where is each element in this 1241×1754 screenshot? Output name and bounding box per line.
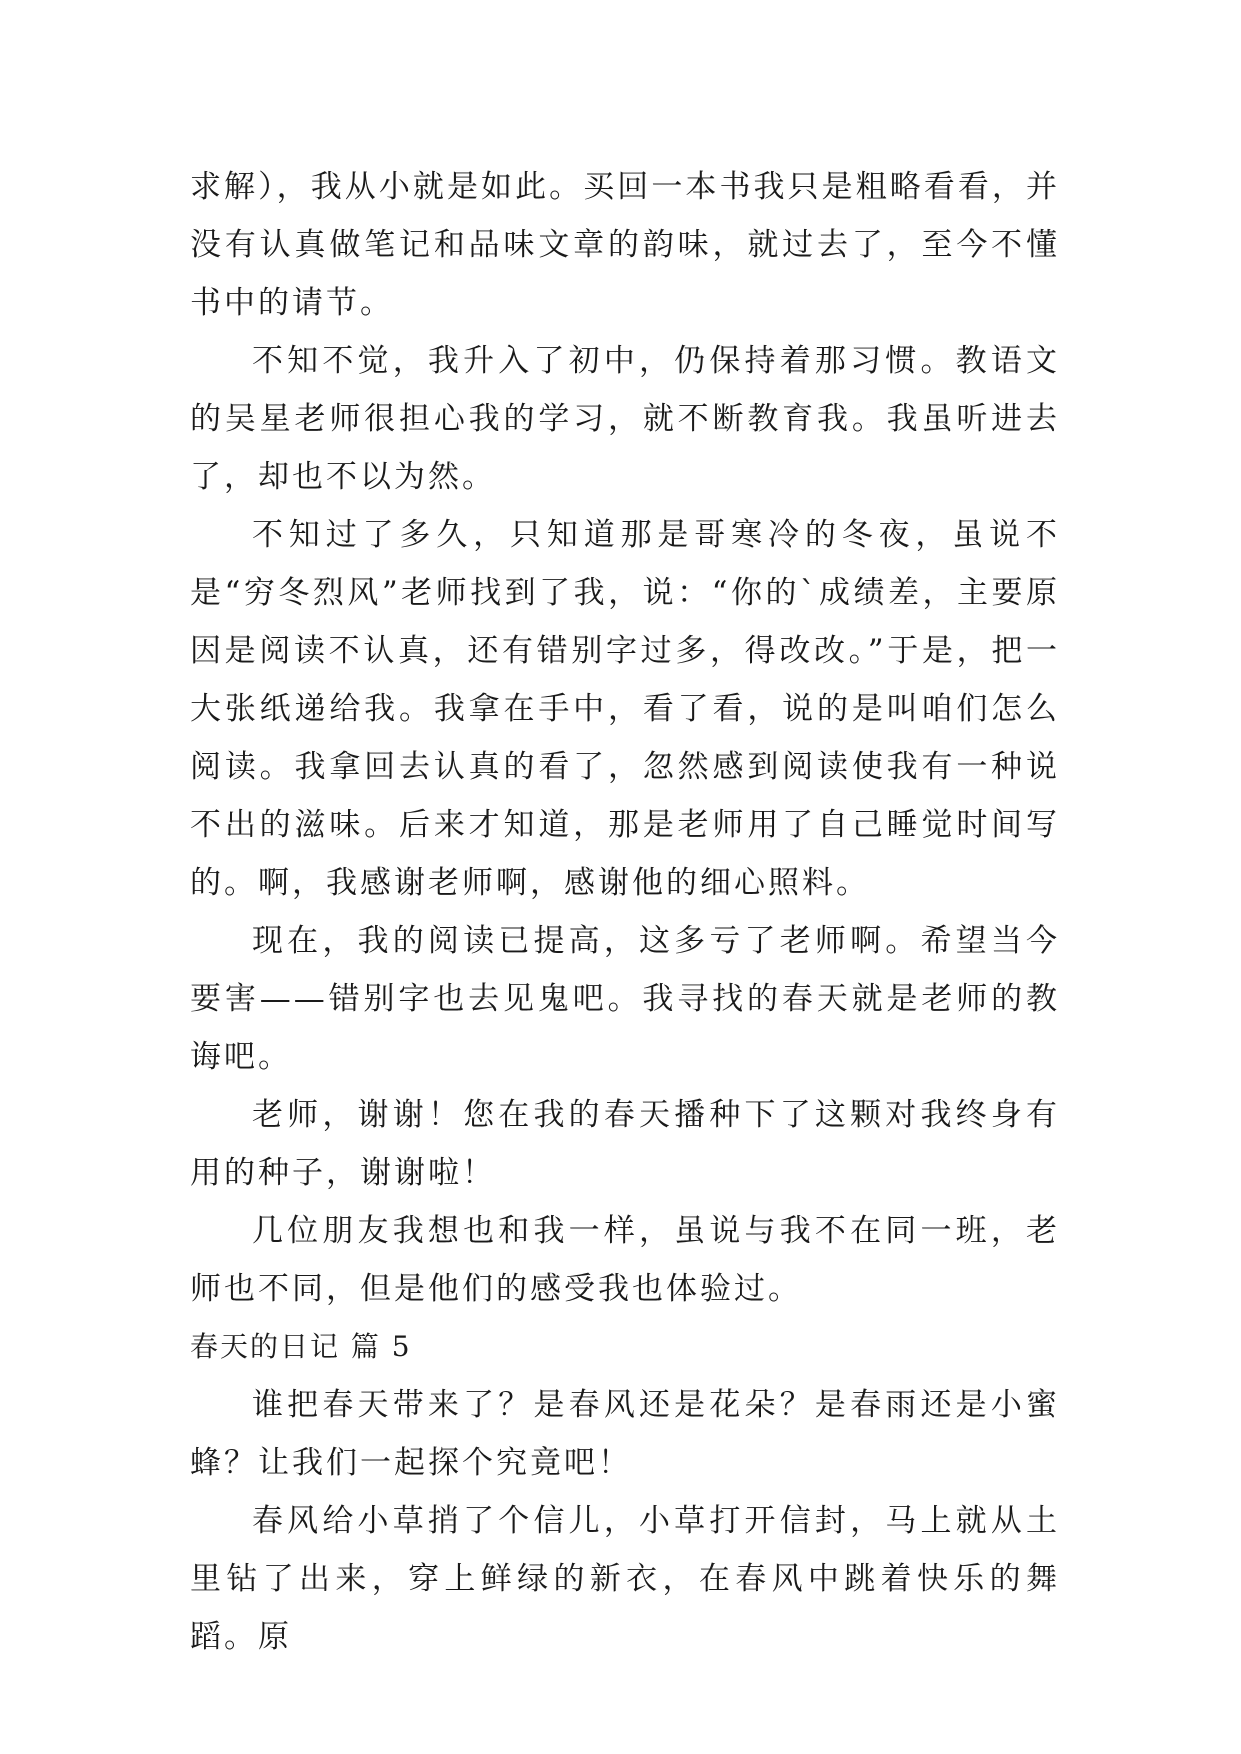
document-body <box>190 158 1060 1666</box>
paragraph: 不知不觉，我升入了初中，仍保持着那习惯。教语文的吴星老师很担心我的学习，就不断教育我。我虽听进去了，却也不以为然。 <box>190 343 1060 495</box>
paragraph: 春风给小草捎了个信儿，小草打开信封，马上就从土里钻了出来，穿上鲜绿的新衣，在春风中跳着快乐的舞蹈。原 <box>190 1503 1060 1655</box>
paragraph-continued: 求解），我从小就是如此。买回一本书我只是粗略看看，并没有认真做笔记和品味文章的韵味，就过去了，至今不懂书中的请节。 <box>190 169 1060 321</box>
paragraph: 现在，我的阅读已提高，这多亏了老师啊。希望当今要害——错别字也去见鬼吧。我寻找的春天就是老师的教诲吧。 <box>190 923 1060 1075</box>
paragraph: 不知过了多久，只知道那是哥寒冷的冬夜，虽说不是“穷冬烈风”老师找到了我，说：“你的`成绩差，主要原因是阅读不认真，还有错别字过多，得改改。”于是，把一大张纸递给我。我拿在手中，看了看，说的是叫咱们怎么阅读。我拿回去认真的看了，忽然感到阅读使我有一种说不出的滋味。后来才知道，那是老师用了自己睡觉时间写的。啊，我感谢老师啊，感谢他的细心照料。 <box>190 517 1060 901</box>
paragraph: 老师，谢谢！您在我的春天播种下了这颗对我终身有用的种子，谢谢啦！ <box>190 1097 1060 1191</box>
paragraph: 几位朋友我想也和我一样，虽说与我不在同一班，老师也不同，但是他们的感受我也体验过。 <box>190 1213 1060 1307</box>
section-heading: 春天的日记 篇 5 <box>190 1330 412 1363</box>
paragraph: 谁把春天带来了？是春风还是花朵？是春雨还是小蜜蜂？让我们一起探个究竟吧！ <box>190 1387 1060 1481</box>
